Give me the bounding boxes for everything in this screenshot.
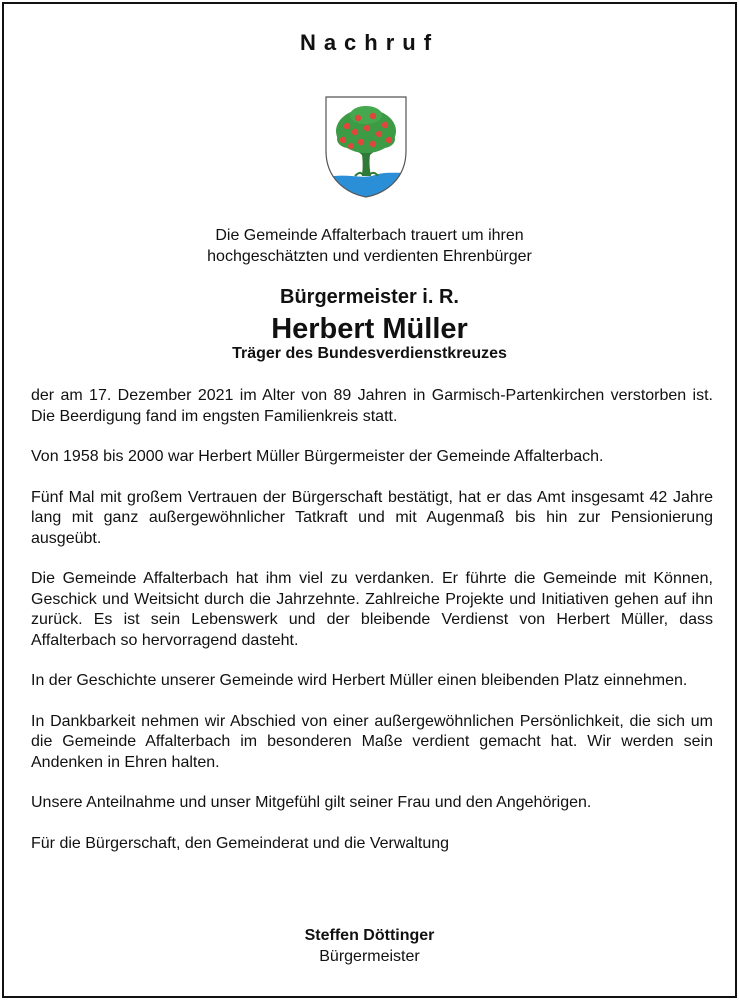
- body-paragraph: Von 1958 bis 2000 war Herbert Müller Bürgermeister der Gemeinde Affalterbach.: [31, 448, 604, 465]
- deceased-honor: Träger des Bundesverdienstkreuzes: [232, 345, 507, 362]
- body-paragraph: der am 17. Dezember 2021 im Alter von 89 Jahren in Garmisch-Partenkirchen verstorben ist. Die Beerdigung fand im engsten Familienkreis statt.: [31, 387, 713, 425]
- body-paragraph: Die Gemeinde Affalterbach hat ihm viel zu verdanken. Er führte die Gemeinde mit Können, Geschick und Weitsicht durch die Jahrzehnte. Zahlreiche Projekte und Initiativen gehen auf ihn zurück. Es ist sein Lebenswerk und der bleibende Verdienst von Herbert Müller, dass Affalterbach so hervorragend dasteht.: [31, 570, 713, 649]
- notice-heading: Nachruf: [299, 30, 440, 55]
- signature-name: Steffen Döttinger: [304, 927, 435, 944]
- deceased-rank: Bürgermeister i. R.: [280, 286, 459, 308]
- body-paragraph: Fünf Mal mit großem Vertrauen der Bürgerschaft bestätigt, hat er das Amt insgesamt 42 Jahre lang mit ganz außergewöhnlicher Tatkraft und mit Augenmaß bis hin zur Pensionierung ausgeübt.: [31, 488, 713, 547]
- deceased-name: Herbert Müller: [271, 313, 468, 345]
- apple-tree-coat-of-arms-icon: [325, 96, 407, 198]
- body-paragraph: In Dankbarkeit nehmen wir Abschied von einer außergewöhnlichen Persönlichkeit, die sich um die Gemeinde Affalterbach im besonderen Maße verdient gemacht hat. Wir werden sein Andenken in Ehren halten.: [31, 712, 713, 771]
- body-paragraph: Unsere Anteilnahme und unser Mitgefühl gilt seiner Frau und den Angehörigen.: [31, 794, 592, 811]
- intro-text: [0, 225, 739, 267]
- intro-line-2: hochgeschätzten und verdienten Ehrenbürger: [207, 248, 532, 265]
- notice-body: [31, 386, 713, 874]
- body-paragraph: In der Geschichte unserer Gemeinde wird Herbert Müller einen bleibenden Platz einnehmen.: [31, 672, 688, 689]
- body-paragraph: Für die Bürgerschaft, den Gemeinderat und die Verwaltung: [31, 834, 450, 852]
- signature-role: Bürgermeister: [319, 948, 420, 965]
- intro-line-1: Die Gemeinde Affalterbach trauert um ihren: [215, 227, 524, 244]
